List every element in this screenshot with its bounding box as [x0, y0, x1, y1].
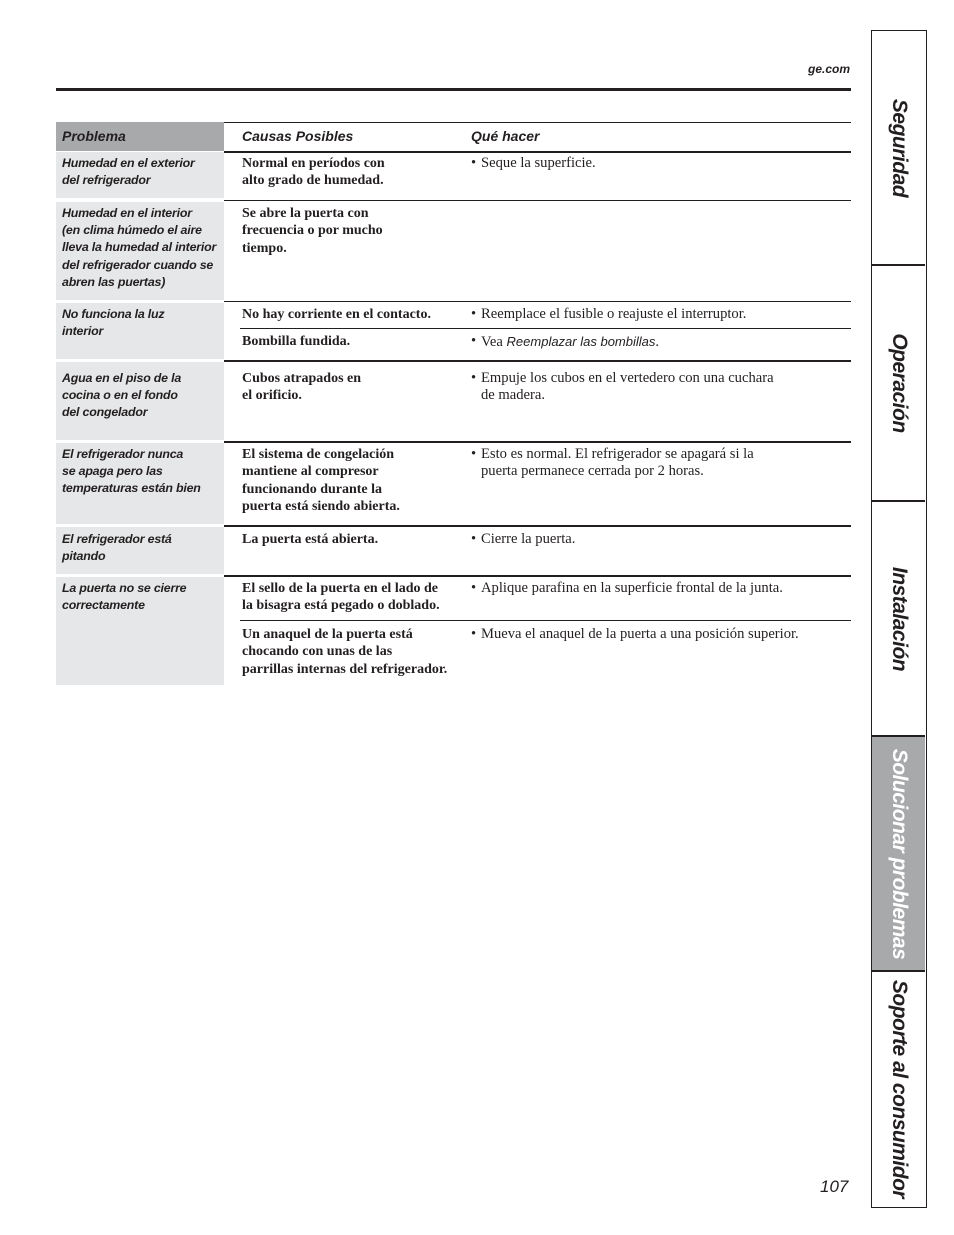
cause-text: El sello de la puerta en el lado de la bisagra está pegado o doblado. [242, 581, 440, 614]
header-problem: Problema [56, 122, 224, 151]
cause-text: La puerta está abierta. [242, 532, 379, 547]
cause-text: Bombilla fundida. [242, 334, 351, 349]
cause-text: Un anaquel de la puerta está chocando con unas de las parrillas internas del refrigerador. [242, 627, 448, 677]
header-rule [56, 88, 851, 91]
bullet: • [471, 306, 477, 322]
cause-text: Normal en períodos con alto grado de humedad. [242, 156, 385, 189]
row-divider [224, 575, 851, 577]
cause-text: El sistema de congelación mantiene al compresor funcionando durante la puerta está siendo abierta. [242, 447, 400, 515]
see-reference: Reemplazar las bombillas [506, 334, 656, 349]
header-causes: Causas Posibles [242, 128, 354, 144]
row-divider [224, 525, 851, 527]
tab-label: Instalación [887, 566, 911, 671]
problem-text: Agua en el piso de la cocina o en el fondo del congelador [62, 371, 182, 420]
solution-text: • Seque la superficie. [471, 155, 596, 171]
problem-text: Humedad en el exterior del refrigerador [62, 156, 195, 188]
solution-text: • Esto es normal. El refrigerador se apagará si la puerta permanece cerrada por 2 horas. [471, 446, 754, 480]
solution-text: • Reemplace el fusible o reajuste el interruptor. [471, 306, 747, 322]
solution-text: • Vea Reemplazar las bombillas. [471, 333, 660, 350]
cause-divider [240, 620, 851, 621]
tab-label: Solucionar problemas [887, 748, 911, 959]
solution-text: • Mueva el anaquel de la puerta a una posición superior. [471, 626, 799, 642]
solution-text: • Empuje los cubos en el vertedero con una cuchara de madera. [471, 370, 774, 404]
tab-label: Operación [887, 333, 911, 433]
solution-text: • Cierre la puerta. [471, 531, 576, 547]
problem-text: No funciona la luz interior [62, 307, 165, 339]
tab-operacion[interactable] [872, 266, 925, 502]
bullet: • [471, 531, 477, 547]
bullet: • [471, 626, 477, 642]
tab-seguridad[interactable] [872, 31, 925, 266]
problem-text: Humedad en el interior (en clima húmedo el aire lleva la humedad al interior del refrigerador cuando se abren las puertas) [62, 206, 217, 289]
problem-text: El refrigerador está pitando [62, 532, 172, 564]
problem-text: La puerta no se cierre correctamente [62, 581, 187, 613]
row-divider [224, 301, 851, 302]
cause-text: Cubos atrapados en el orificio. [242, 371, 362, 404]
site-url: ge.com [807, 62, 850, 76]
bullet: • [471, 333, 477, 349]
row-divider [224, 441, 851, 443]
bullet: • [471, 580, 477, 596]
tab-label: Soporte al consumidor [887, 979, 911, 1199]
problem-text: El refrigerador nunca se apaga pero las temperaturas están bien [62, 447, 201, 496]
tab-instalacion[interactable] [872, 502, 925, 737]
tab-solucionar-problemas[interactable] [872, 737, 925, 972]
solution-text: • Aplique parafina en la superficie frontal de la junta. [471, 580, 783, 596]
header-what-to-do: Qué hacer [471, 128, 540, 144]
tab-label: Seguridad [887, 98, 911, 197]
cause-text: Se abre la puerta con frecuencia o por mucho tiempo. [242, 206, 383, 256]
row-divider [224, 360, 851, 362]
row-divider [224, 151, 851, 153]
section-tabs [871, 30, 927, 1208]
bullet: • [471, 370, 477, 386]
page-number: 107 [820, 1177, 849, 1196]
cause-divider [240, 328, 851, 329]
row-divider [224, 200, 851, 201]
tab-soporte-al-consumidor[interactable] [872, 972, 925, 1206]
bullet: • [471, 155, 477, 171]
bullet: • [471, 446, 477, 462]
cause-text: No hay corriente en el contacto. [242, 307, 431, 322]
